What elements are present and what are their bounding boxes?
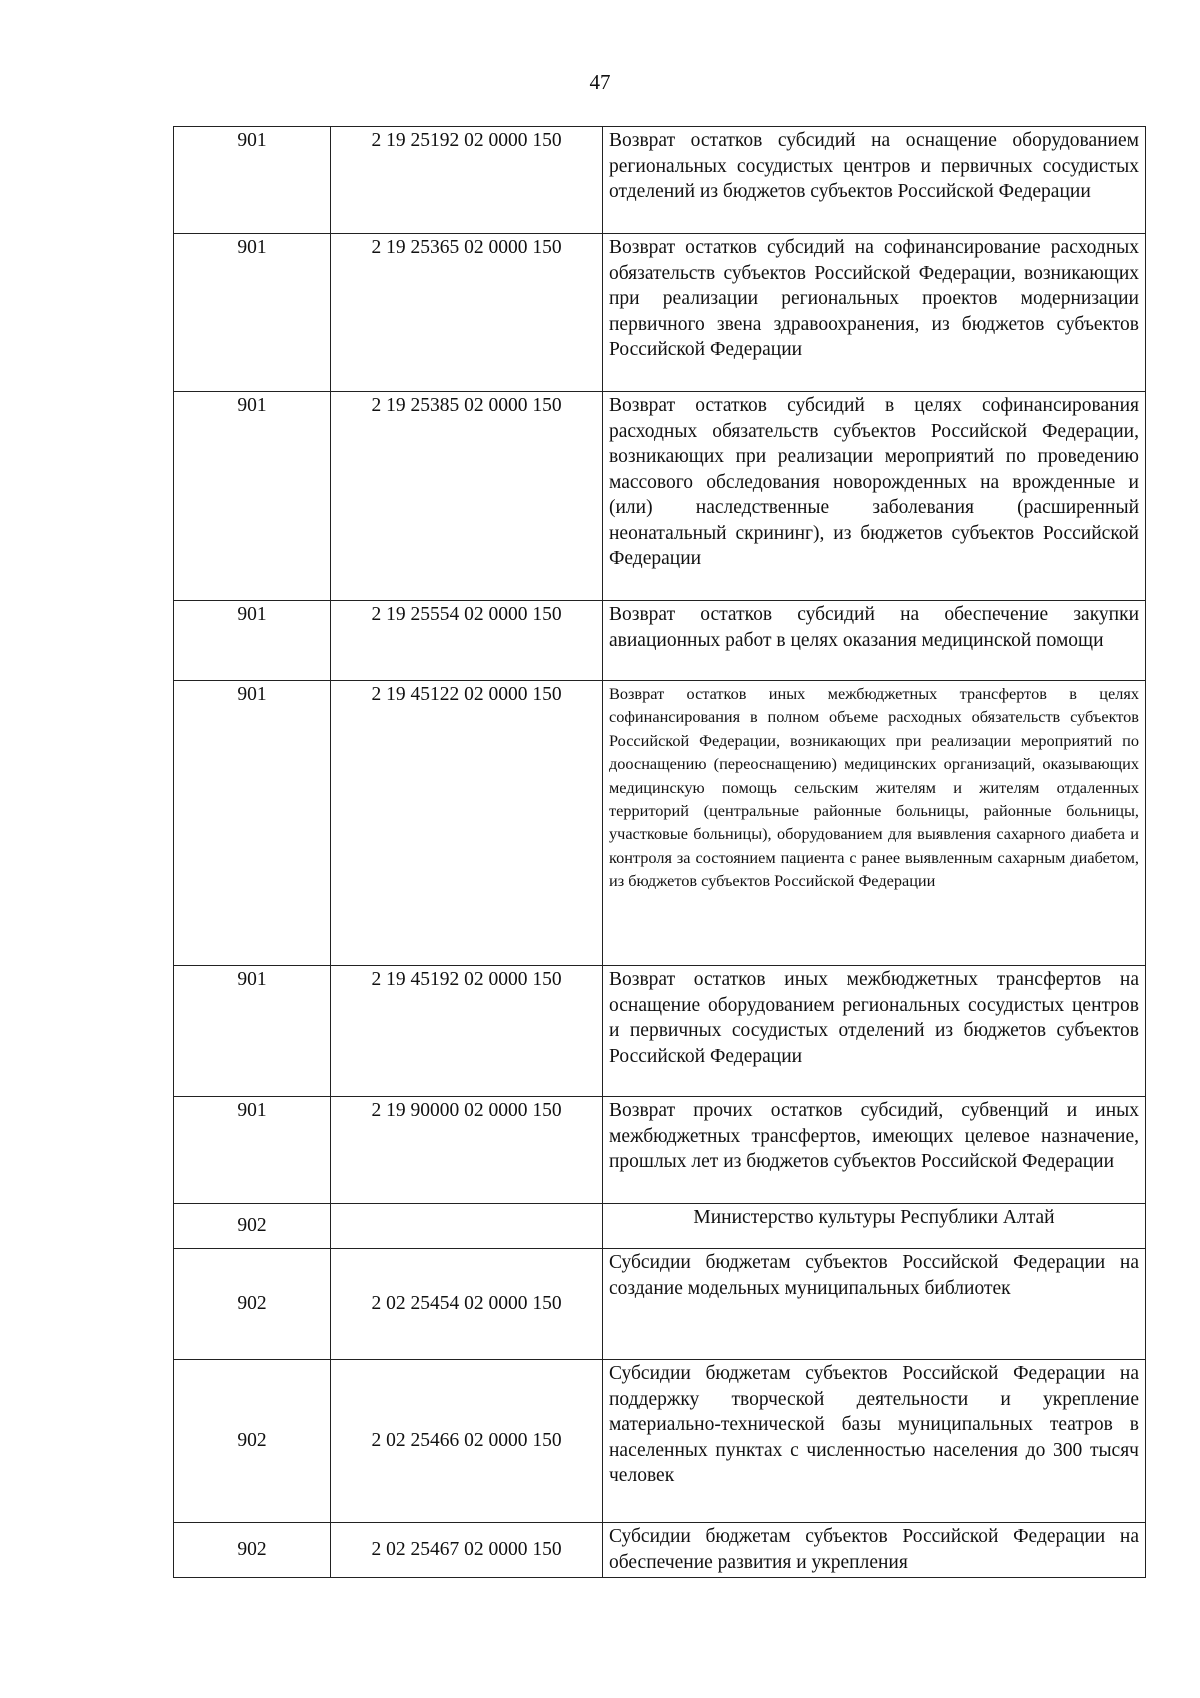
admin-code-cell: 901 (174, 234, 331, 392)
table-row (174, 392, 1146, 601)
table-row (174, 1523, 1146, 1578)
table-row (174, 1360, 1146, 1523)
table-row (174, 1249, 1146, 1360)
description-cell: Субсидии бюджетам субъектов Российской Федерации на поддержку творческой деятельности и укрепление материально-технической базы муниципальных театров в населенных пунктах с численностью населения до 300 тысяч человек (603, 1360, 1146, 1523)
admin-code-cell: 902 (174, 1204, 331, 1249)
table-row (174, 601, 1146, 681)
description-cell: Возврат остатков субсидий на обеспечение закупки авиационных работ в целях оказания медицинской помощи (603, 601, 1146, 681)
description-cell: Возврат остатков субсидий в целях софинансирования расходных обязательств субъектов Российской Федерации, возникающих при реализации мероприятий по проведению массового обследования новорожденных на врожденные и (или) наследственные заболевания (расширенный неонатальный скрининг), из бюджетов субъектов Российской Федерации (603, 392, 1146, 601)
admin-code-cell: 902 (174, 1249, 331, 1360)
description-cell: Возврат остатков иных межбюджетных трансфертов в целях софинансирования в полном объеме расходных обязательств субъектов Российской Федерации, возникающих при реализации мероприятий по дооснащению (переоснащению) медицинских организаций, оказывающих медицинскую помощь сельским жителям и жителям отдаленных территорий (центральные районные больницы, районные больницы, участковые больницы), оборудованием для выявления сахарного диабета и контроля за состоянием пациента с ранее выявленным сахарным диабетом, из бюджетов субъектов Российской Федерации (603, 681, 1146, 966)
description-cell: Возврат остатков субсидий на софинансирование расходных обязательств субъектов Российской Федерации, возникающих при реализации региональных проектов модернизации первичного звена здравоохранения, из бюджетов субъектов Российской Федерации (603, 234, 1146, 392)
budget-code-cell (331, 1204, 603, 1249)
admin-code-cell: 901 (174, 1097, 331, 1204)
description-cell: Субсидии бюджетам субъектов Российской Федерации на обеспечение развития и укрепления (603, 1523, 1146, 1578)
budget-code-cell: 2 19 25192 02 0000 150 (331, 127, 603, 234)
admin-code-cell: 901 (174, 966, 331, 1097)
budget-code-cell: 2 19 45122 02 0000 150 (331, 681, 603, 966)
budget-code-cell: 2 19 25554 02 0000 150 (331, 601, 603, 681)
budget-code-cell: 2 19 90000 02 0000 150 (331, 1097, 603, 1204)
budget-code-cell: 2 19 45192 02 0000 150 (331, 966, 603, 1097)
page-number: 47 (589, 70, 611, 94)
admin-code-cell: 902 (174, 1360, 331, 1523)
ministry-name-cell: Министерство культуры Республики Алтай (603, 1204, 1146, 1249)
admin-code-cell: 902 (174, 1523, 331, 1578)
table-row (174, 681, 1146, 966)
budget-code-cell: 2 02 25467 02 0000 150 (331, 1523, 603, 1578)
table-row (174, 966, 1146, 1097)
admin-code-cell: 901 (174, 601, 331, 681)
table-row (174, 234, 1146, 392)
section-header-row (174, 1204, 1146, 1249)
budget-code-cell: 2 02 25454 02 0000 150 (331, 1249, 603, 1360)
description-cell: Субсидии бюджетам субъектов Российской Федерации на создание модельных муниципальных библиотек (603, 1249, 1146, 1360)
table-row (174, 1097, 1146, 1204)
admin-code-cell: 901 (174, 681, 331, 966)
budget-code-cell: 2 19 25365 02 0000 150 (331, 234, 603, 392)
admin-code-cell: 901 (174, 127, 331, 234)
description-cell: Возврат прочих остатков субсидий, субвенций и иных межбюджетных трансфертов, имеющих целевое назначение, прошлых лет из бюджетов субъектов Российской Федерации (603, 1097, 1146, 1204)
admin-code-cell: 901 (174, 392, 331, 601)
table-row (174, 127, 1146, 234)
budget-classification-table (173, 126, 1146, 1578)
description-cell: Возврат остатков иных межбюджетных трансфертов на оснащение оборудованием региональных сосудистых центров и первичных сосудистых отделений из бюджетов субъектов Российской Федерации (603, 966, 1146, 1097)
budget-code-cell: 2 19 25385 02 0000 150 (331, 392, 603, 601)
budget-code-cell: 2 02 25466 02 0000 150 (331, 1360, 603, 1523)
description-cell: Возврат остатков субсидий на оснащение оборудованием региональных сосудистых центров и первичных сосудистых отделений из бюджетов субъектов Российской Федерации (603, 127, 1146, 234)
